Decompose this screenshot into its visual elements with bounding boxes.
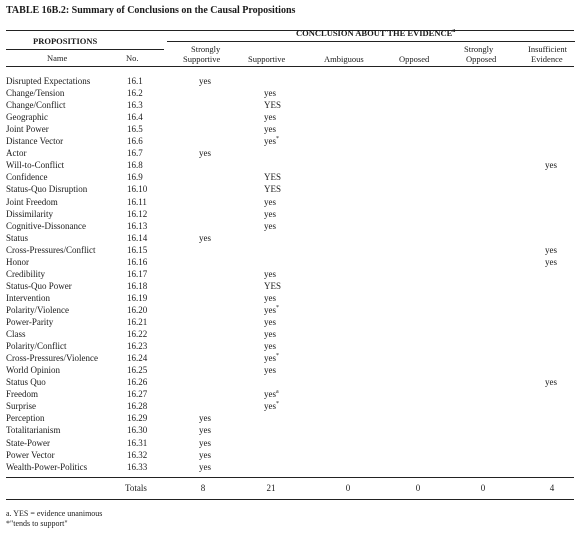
conclusion-cell: yes [545,377,557,387]
conclusion-cell: yes$^a$ [264,389,279,399]
proposition-number: 16.30 [127,425,148,435]
conclusion-cell: yes [264,209,276,219]
col-name-header: Name [47,53,68,63]
proposition-number: 16.11 [127,197,147,207]
proposition-number: 16.6 [127,136,143,146]
conclusion-cell: yes* [264,305,279,315]
footnote-mark: * [276,305,279,311]
proposition-name: Joint Freedom [6,197,58,207]
conclusion-cell: yes* [264,353,279,363]
top-rule [6,30,574,31]
conclusion-cell: yes [264,197,276,207]
proposition-number: 16.22 [127,329,148,339]
proposition-number: 16.15 [127,245,148,255]
proposition-name: Surprise [6,401,36,411]
proposition-name: Class [6,329,26,339]
proposition-name: Credibility [6,269,45,279]
conclusion-cell: YES [264,172,282,182]
header-bottom-rule [6,66,574,67]
totals-label: Totals [125,483,147,493]
proposition-number: 16.17 [127,269,148,279]
conclusion-cell: yes [264,365,276,375]
proposition-number: 16.16 [127,257,148,267]
proposition-name: Intervention [6,293,50,303]
propositions-header: PROPOSITIONS [33,36,98,46]
footnote-mark: * [276,136,279,142]
col-strongly-opposed-header-2: Opposed [466,54,497,64]
proposition-name: State-Power [6,438,50,448]
proposition-number: 16.12 [127,209,148,219]
proposition-number: 16.20 [127,305,148,315]
proposition-number: 16.7 [127,148,143,158]
proposition-name: Actor [6,148,27,158]
col-strongly-supportive-header-2: Supportive [183,54,221,64]
totals-top-rule [6,477,574,478]
conclusion-cell: yes [264,112,276,122]
proposition-number: 16.5 [127,124,143,134]
proposition-number: 16.10 [127,184,148,194]
proposition-name: Status-Quo Power [6,281,72,291]
proposition-name: Will-to-Conflict [6,160,65,170]
proposition-number: 16.33 [127,462,148,472]
proposition-number: 16.21 [127,317,148,327]
total-strongly-supportive: 8 [200,483,206,493]
conclusion-cell: yes [199,148,211,158]
conclusion-cell: yes [264,221,276,231]
col-ambiguous-header: Ambiguous [324,54,364,64]
proposition-name: Confidence [6,172,48,182]
conclusion-cell: yes [199,425,211,435]
conclusion-cell: yes [264,341,276,351]
proposition-name: Dissimilarity [6,209,53,219]
proposition-number: 16.32 [127,450,148,460]
footnote-mark: * [276,353,279,359]
proposition-number: 16.29 [127,413,148,423]
total-supportive: 21 [266,483,276,493]
proposition-number: 16.25 [127,365,148,375]
proposition-name: Wealth-Power-Politics [6,462,88,472]
proposition-number: 16.31 [127,438,148,448]
conclusion-cell: YES [264,100,282,110]
conclusion-cell: yes [199,462,211,472]
proposition-name: Power-Parity [6,317,54,327]
proposition-name: Polarity/Conflict [6,341,67,351]
conclusion-cell: yes [264,124,276,134]
proposition-number: 16.18 [127,281,148,291]
col-insufficient-evidence-header-1: Insufficient [528,44,568,54]
col-no-header: No. [126,53,139,63]
conclusion-cell: YES [264,281,282,291]
proposition-name: Joint Power [6,124,49,134]
proposition-number: 16.3 [127,100,143,110]
proposition-name: Distance Vector [6,136,64,146]
proposition-name: Honor [6,257,29,267]
footnote-mark: * [276,401,279,407]
conclusion-cell: yes [264,88,276,98]
proposition-number: 16.26 [127,377,148,387]
proposition-number: 16.24 [127,353,148,363]
total-insufficient-evidence: 4 [549,483,555,493]
col-opposed-header: Opposed [399,54,430,64]
conclusion-cell: YES [264,184,282,194]
conclusion-cell: yes [199,450,211,460]
proposition-name: Disrupted Expectations [6,76,91,86]
total-strongly-opposed: 0 [480,483,486,493]
proposition-number: 16.9 [127,172,143,182]
proposition-name: Totalitarianism [6,425,61,435]
proposition-number: 16.1 [127,76,143,86]
proposition-number: 16.27 [127,389,148,399]
conclusion-cell: yes* [264,136,279,146]
conclusion-cell: yes [545,257,557,267]
conclusion-cell: yes [264,329,276,339]
conclusion-cell: yes [199,76,211,86]
col-strongly-opposed-header-1: Strongly [464,44,494,54]
conclusion-cell: yes [264,317,276,327]
proposition-name: Change/Conflict [6,100,66,110]
footnote-a: a. YES = evidence unanimous [6,509,103,518]
totals-bottom-rule [6,499,574,500]
proposition-number: 16.13 [127,221,148,231]
conclusion-cell: yes [199,413,211,423]
conclusion-cell: yes [264,293,276,303]
proposition-name: Cognitive-Dissonance [6,221,86,231]
proposition-number: 16.4 [127,112,143,122]
conclusion-header: CONCLUSION ABOUT THE EVIDENCE$^a$ [296,28,456,38]
proposition-number: 16.28 [127,401,148,411]
conclusion-cell: yes [199,233,211,243]
propositions-rule [6,49,164,50]
proposition-name: Status [6,233,29,243]
proposition-number: 16.8 [127,160,143,170]
total-opposed: 0 [415,483,421,493]
proposition-name: Perception [6,413,45,423]
conclusion-cell: yes [545,160,557,170]
col-supportive-header: Supportive [248,54,286,64]
proposition-number: 16.2 [127,88,143,98]
proposition-name: Polarity/Violence [6,305,69,315]
proposition-name: Cross-Pressures/Violence [6,353,98,363]
proposition-name: Status Quo [6,377,46,387]
proposition-name: Change/Tension [6,88,65,98]
conclusion-cell: yes [545,245,557,255]
proposition-number: 16.19 [127,293,148,303]
proposition-name: Geographic [6,112,48,122]
footnote-mark: a [276,389,279,395]
conclusion-cell: yes [199,438,211,448]
table-title: TABLE 16B.2: Summary of Conclusions on the Causal Propositions [6,5,296,16]
proposition-name: Freedom [6,389,38,399]
conclusion-rule [167,41,575,42]
footnote-star: *"tends to support" [6,519,68,528]
total-ambiguous: 0 [345,483,351,493]
proposition-number: 16.23 [127,341,148,351]
col-insufficient-evidence-header-2: Evidence [531,54,563,64]
proposition-name: Power Vector [6,450,55,460]
col-strongly-supportive-header-1: Strongly [191,44,221,54]
proposition-number: 16.14 [127,233,148,243]
conclusion-cell: yes* [264,401,279,411]
proposition-name: Cross-Pressures/Conflict [6,245,96,255]
conclusion-cell: yes [264,269,276,279]
proposition-name: Status-Quo Disruption [6,184,88,194]
proposition-name: World Opinion [6,365,61,375]
